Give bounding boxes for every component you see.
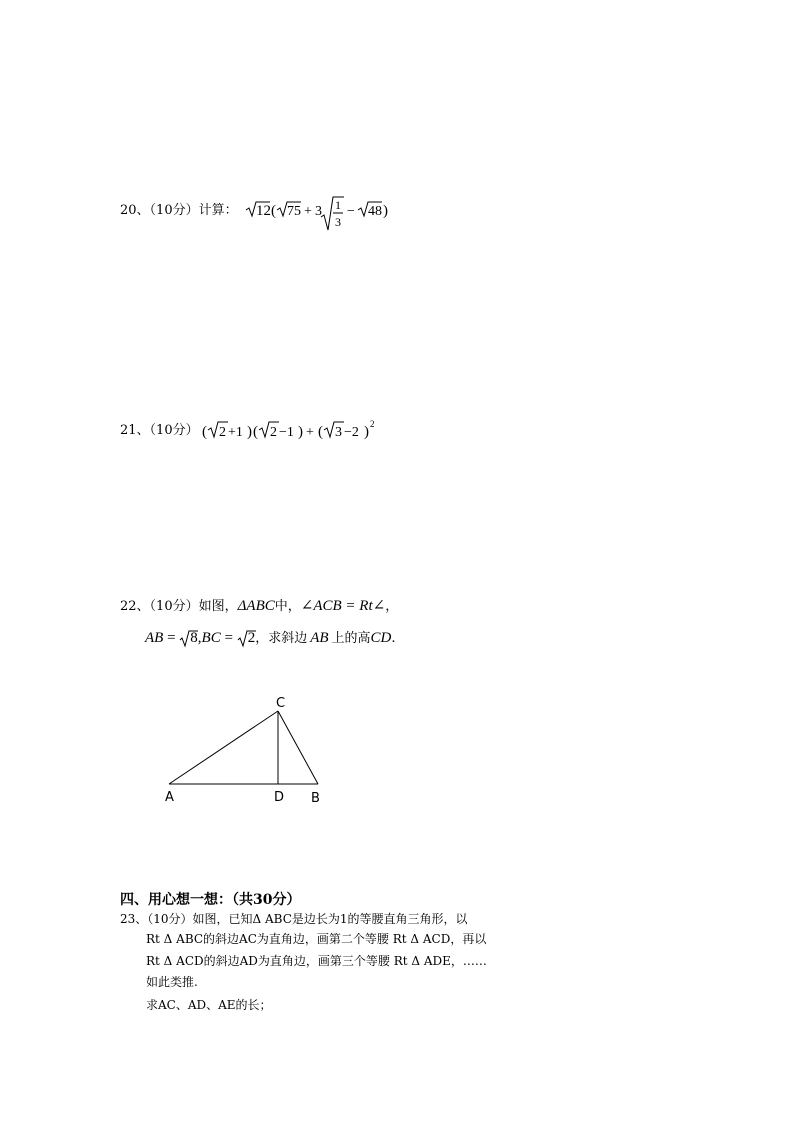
q22-r2: 2 bbox=[247, 630, 256, 646]
q21-rparen-3: ) bbox=[364, 424, 369, 440]
q20-r48: 48 bbox=[368, 204, 382, 219]
edge-ac bbox=[169, 711, 278, 784]
q21-plus1: +1 bbox=[228, 425, 243, 440]
q21-rparen-2: ) bbox=[298, 424, 303, 440]
q22-line-2 bbox=[145, 627, 396, 650]
q22-bc: BC bbox=[201, 630, 221, 646]
q22-ask: ，求斜边 bbox=[255, 631, 308, 646]
q20-r12: 12 bbox=[256, 203, 271, 219]
q22-cd: CD bbox=[370, 630, 392, 646]
q22-prompt: 如图， bbox=[198, 599, 238, 614]
q22-number: 22、 bbox=[120, 599, 150, 614]
q20-points: （10分） bbox=[149, 203, 199, 218]
q20-plus: + bbox=[304, 204, 312, 219]
label-c: C bbox=[276, 696, 286, 711]
label-d: D bbox=[274, 790, 285, 805]
q22-r8: 8 bbox=[190, 630, 198, 646]
q21-points: （10分） bbox=[149, 423, 199, 438]
q20-rparen: ) bbox=[383, 203, 388, 219]
q21-line bbox=[120, 422, 199, 440]
q22-eq1: = bbox=[163, 630, 180, 646]
q23-line-2: Rt Δ ABC的斜边AC为直角边，画第二个等腰 Rt Δ ACD，再以 bbox=[146, 932, 487, 946]
q22-line-1 bbox=[120, 596, 398, 617]
q20-r75: 75 bbox=[287, 204, 301, 219]
q20-frac-den: 3 bbox=[335, 215, 341, 229]
q21-rparen-1: ) bbox=[247, 424, 252, 440]
q21-number: 21、 bbox=[120, 423, 150, 438]
q21-r2a: 2 bbox=[219, 425, 226, 440]
q20-expression bbox=[244, 197, 394, 233]
q21-exponent: 2 bbox=[370, 419, 375, 429]
section-4-heading: 四、用心想一想：（共30分） bbox=[120, 892, 301, 908]
q22-ask2: 上的高 bbox=[331, 631, 371, 646]
q21-r3: 3 bbox=[335, 425, 342, 440]
q21-formula bbox=[202, 418, 392, 444]
q21-r2b: 2 bbox=[270, 425, 277, 440]
q21-plus: + bbox=[306, 425, 314, 440]
q22-points: （10分） bbox=[149, 599, 199, 614]
q20-frac-num: 1 bbox=[335, 198, 341, 212]
triangle-diagram bbox=[160, 690, 340, 810]
edge-cb bbox=[278, 711, 318, 784]
q20-minus: − bbox=[347, 204, 355, 219]
q23-line-4: 如此类推. bbox=[146, 975, 198, 989]
label-a: A bbox=[165, 790, 174, 805]
q23-line-1: 23、（10分）如图，已知Δ ABC是边长为1的等腰直角三角形，以 bbox=[120, 912, 468, 926]
q22-sep: , bbox=[197, 630, 202, 646]
label-b: B bbox=[311, 791, 320, 806]
q20-prompt: 计算： bbox=[198, 203, 238, 218]
q22-ab: AB bbox=[145, 630, 164, 646]
q21-lparen-3: ( bbox=[318, 424, 323, 440]
q20-coef: 3 bbox=[315, 204, 322, 219]
q21-lparen-1: ( bbox=[202, 424, 207, 440]
q22-comma: ， bbox=[385, 599, 399, 614]
q20-lparen: ( bbox=[271, 203, 276, 219]
q21-expression bbox=[202, 418, 392, 448]
q22-end: . bbox=[391, 631, 396, 646]
q23-line-5: 求AC、AD、AE的长； bbox=[146, 998, 272, 1012]
q22-mid: 中， bbox=[274, 599, 301, 614]
q22-triangle: ΔABC bbox=[237, 598, 275, 614]
triangle-figure bbox=[160, 690, 340, 814]
q22-ask-ab: AB bbox=[310, 630, 329, 646]
q21-minus1: −1 bbox=[279, 425, 294, 440]
q22-angle: ∠ACB = Rt∠ bbox=[300, 598, 386, 614]
q21-lparen-2: ( bbox=[253, 424, 258, 440]
q23-line-3: Rt Δ ACD的斜边AD为直角边，画第三个等腰 Rt Δ ADE，…… bbox=[146, 954, 487, 968]
q20-line bbox=[120, 200, 238, 234]
q20-number: 20、 bbox=[120, 203, 150, 218]
q20-formula bbox=[244, 197, 394, 233]
q21-minus2: −2 bbox=[344, 425, 359, 440]
q22-eq2: = bbox=[220, 630, 237, 646]
